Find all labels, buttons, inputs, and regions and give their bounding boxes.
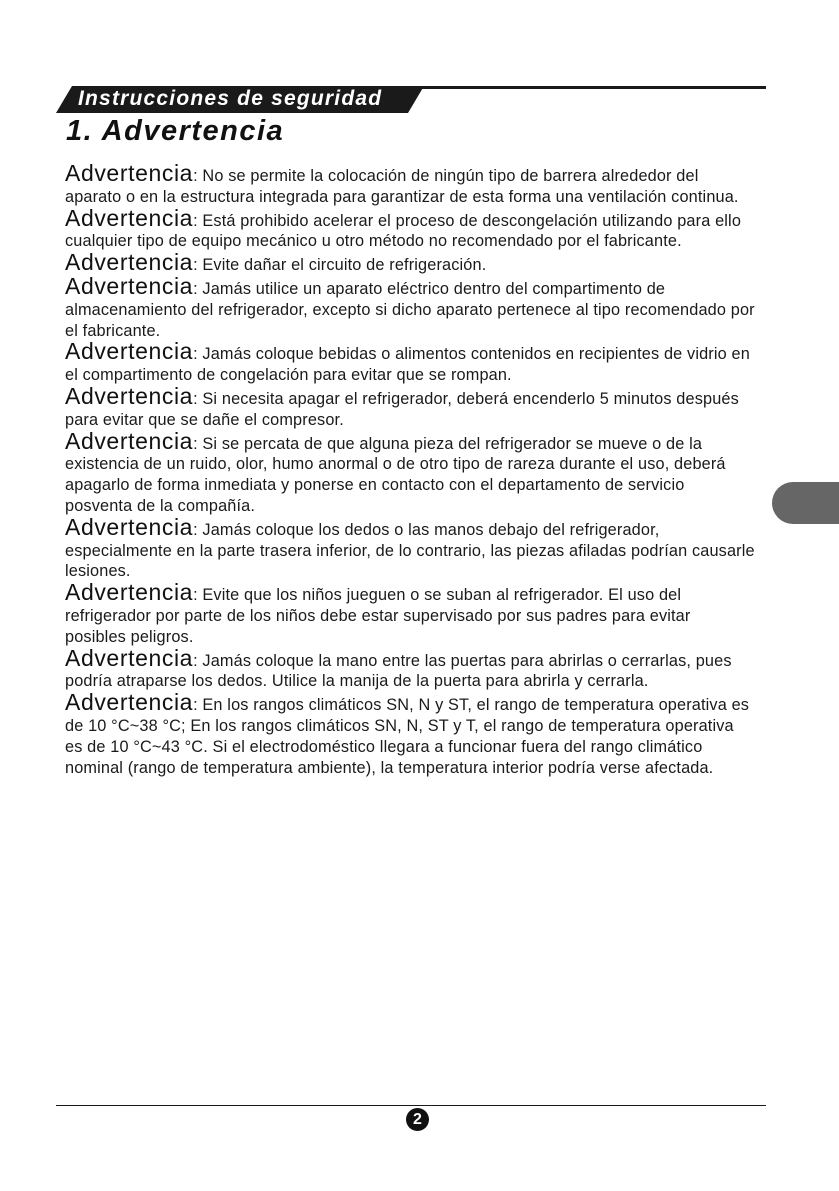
warning-label: Advertencia — [65, 579, 194, 606]
warning-label: Advertencia — [65, 644, 194, 671]
warning-text: : Jamás coloque bebidas o alimentos contenidos en recipientes de vidrio en el compartimento de congelación para evitar que se rompan. — [65, 345, 750, 385]
section-title: Instrucciones de seguridad — [78, 87, 383, 110]
page-number: 2 — [406, 1108, 429, 1131]
warning-item — [65, 204, 755, 253]
warning-item — [65, 338, 755, 386]
warning-label: Advertencia — [65, 427, 194, 454]
warning-label: Advertencia — [65, 513, 194, 540]
warning-text: : No se permite la colocación de ningún tipo de barrera alrededor del aparato o en la estructura integrada para garantizar de esta forma una ventilación continua. — [65, 167, 739, 206]
warnings-list — [65, 160, 755, 778]
warning-label: Advertencia — [65, 338, 194, 365]
warning-label: Advertencia — [65, 160, 194, 186]
warning-label: Advertencia — [65, 272, 194, 299]
warning-label: Advertencia — [65, 204, 194, 231]
warning-label: Advertencia — [65, 382, 194, 409]
warning-item — [65, 513, 755, 582]
warning-text: : Jamás utilice un aparato eléctrico dentro del compartimento de almacenamiento del refrigerador, excepto si dicho aparato pertenece al tipo recomendado por el fabricante. — [65, 279, 755, 340]
warning-text: : Evite dañar el circuito de refrigeración. — [193, 256, 487, 275]
warning-text: : Está prohibido acelerar el proceso de descongelación utilizando para ello cualquier tipo de equipo mecánico u otro método no recomendado por el fabricante. — [65, 211, 742, 251]
warning-text: : Jamás coloque la mano entre las puertas para abrirlas o cerrarlas, pues podría atraparse los dedos. Utilice la manija de la puerta para abrirla y cerrarla. — [65, 651, 732, 691]
warning-item — [65, 160, 755, 208]
footer-rule — [56, 1105, 766, 1106]
warning-label: Advertencia — [65, 689, 194, 716]
warning-text: : En los rangos climáticos SN, N y ST, el rango de temperatura operativa es de 10 °C~38 °C; En los rangos climáticos SN, N, ST y T, el rango de temperatura operativa es de 10 °C~43 °C. Si el electrodoméstico llegara a funcionar fuera del rango climático nominal (rango de temperatura ambiente), la temperatura interior podría verse afectada. — [65, 696, 750, 777]
chapter-side-tab — [772, 482, 839, 524]
section-banner — [56, 86, 424, 113]
warning-item — [65, 427, 755, 517]
warning-text: : Jamás coloque los dedos o las manos debajo del refrigerador, especialmente en la parte trasera inferior, de lo contrario, las piezas afiladas podrían causarle lesiones. — [65, 520, 755, 581]
warning-item — [65, 689, 755, 778]
warning-item — [65, 579, 755, 647]
warning-item — [65, 644, 755, 693]
warning-item — [65, 272, 755, 341]
warning-text: : Si necesita apagar el refrigerador, deberá encenderlo 5 minutos después para evitar que se dañe el compresor. — [65, 389, 739, 429]
warning-label: Advertencia — [65, 249, 194, 276]
page-title: 1. Advertencia — [66, 115, 285, 147]
header-rule — [410, 86, 766, 89]
warning-text: : Si se percata de que alguna pieza del refrigerador se mueve o de la existencia de un ruido, olor, humo anormal o de otro tipo de rareza durante el uso, deberá apagarlo de forma inmediata y ponerse en contacto con el departamento de servicio posventa de la compañía. — [65, 434, 726, 515]
warning-text: : Evite que los niños jueguen o se suban al refrigerador. El uso del refrigerador por parte de los niños debe estar supervisado por sus padres para evitar posibles peligros. — [65, 586, 691, 646]
warning-item — [65, 382, 755, 431]
